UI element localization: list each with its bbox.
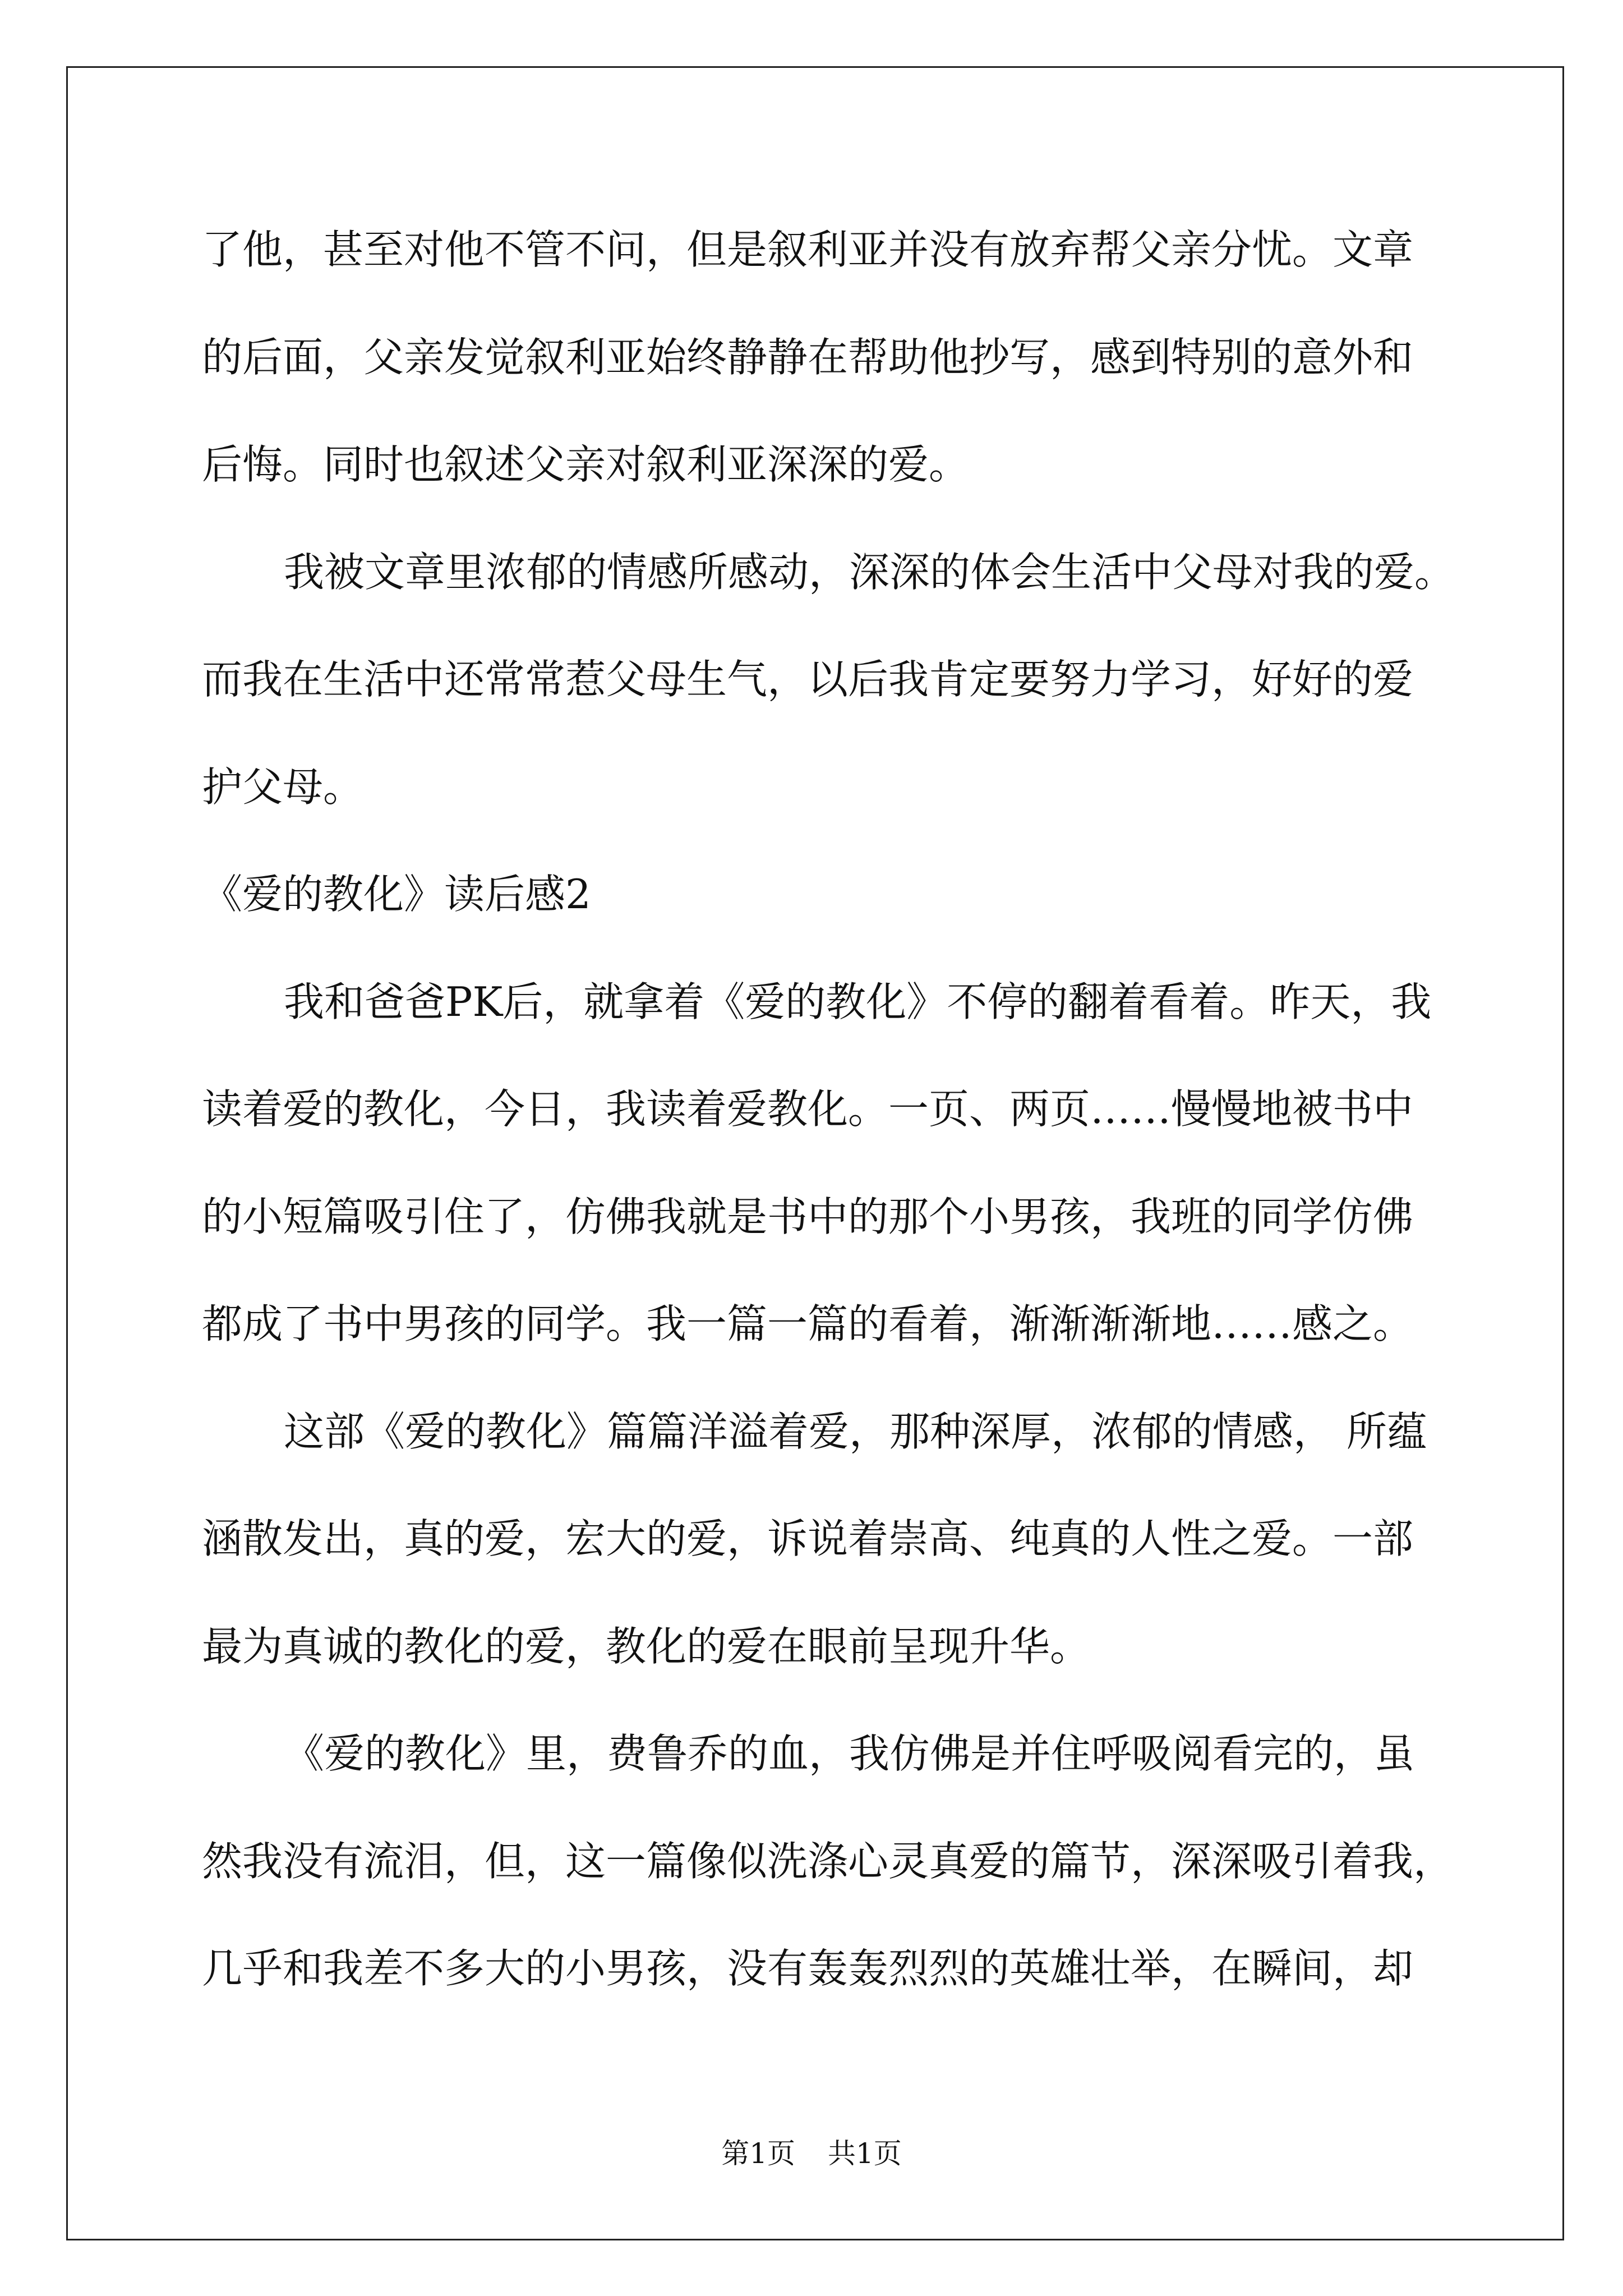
- text-line: 我和爸爸PK后，就拿着《爱的教化》不停的翻着看着。昨天，我: [284, 978, 1432, 1025]
- text-line: 都成了书中男孩的同学。我一篇一篇的看着，渐渐渐渐地……感之。: [202, 1300, 1414, 1347]
- text-line: 涵散发出，真的爱，宏大的爱，诉说着崇高、纯真的人性之爱。一部: [202, 1515, 1414, 1562]
- text-line: 我被文章里浓郁的情感所感动，深深的体会生活中父母对我的爱。: [284, 548, 1455, 596]
- text-line: 几乎和我差不多大的小男孩，没有轰轰烈烈的英雄壮举，在瞬间，却: [202, 1945, 1414, 1992]
- text-line: 后悔。同时也叙述父亲对叙利亚深深的爱。: [202, 441, 970, 488]
- page-total: 共1页: [827, 2137, 902, 2170]
- text-line: 《爱的教化》里，费鲁乔的血，我仿佛是并住呼吸阅看完的，虽: [284, 1730, 1415, 1777]
- text-line: 护父母。: [202, 763, 364, 811]
- text-line: 而我在生活中还常常惹父母生气，以后我肯定要努力学习，好好的爱: [202, 656, 1414, 703]
- text-line: 这部《爱的教化》篇篇洋溢着爱，那种深厚，浓郁的情感， 所蕴: [284, 1407, 1427, 1455]
- page-footer: [0, 2136, 1623, 2171]
- text-line: 然我没有流泪，但，这一篇像似洗涤心灵真爱的篇节，深深吸引着我，: [202, 1837, 1454, 1885]
- page-number: 第1页: [721, 2137, 796, 2170]
- text-line: 的后面，父亲发觉叙利亚始终静静在帮助他抄写，感到特别的意外和: [202, 333, 1414, 381]
- text-line: 最为真诚的教化的爱，教化的爱在眼前呈现升华。: [202, 1622, 1091, 1670]
- text-line: 了他，甚至对他不管不问，但是叙利亚并没有放弃帮父亲分忧。文章: [202, 226, 1414, 273]
- text-line: 读着爱的教化，今日，我读着爱教化。一页、两页……慢慢地被书中: [202, 1085, 1414, 1133]
- section-heading: 《爱的教化》读后感2: [202, 871, 591, 918]
- text-line: 的小短篇吸引住了，仿佛我就是书中的那个小男孩，我班的同学仿佛: [202, 1193, 1414, 1240]
- document-body: [202, 196, 1537, 2023]
